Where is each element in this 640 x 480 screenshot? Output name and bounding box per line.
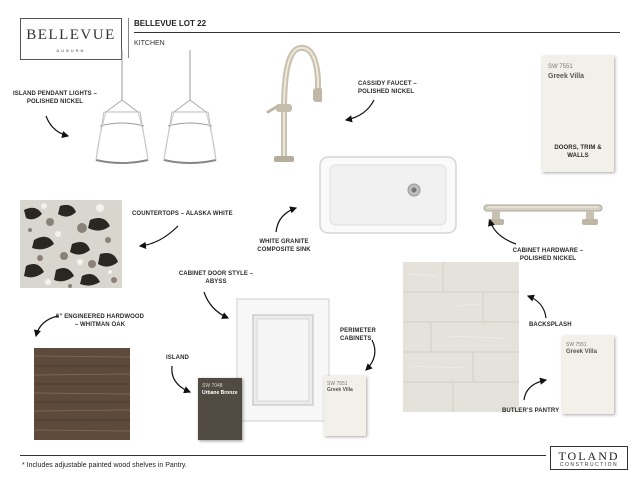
cabinet-door-style-label: CABINET DOOR STYLE – ABYSS bbox=[178, 271, 254, 285]
pendant-lights-label: ISLAND PENDANT LIGHTS – POLISHED NICKEL bbox=[13, 91, 97, 105]
faucet-arrow bbox=[346, 100, 374, 120]
island-swatch-name: Urbane Bronze bbox=[202, 390, 238, 396]
brand-subtitle: CONSTRUCTION bbox=[559, 462, 619, 468]
faucet-label: CASSIDY FAUCET – POLISHED NICKEL bbox=[358, 81, 417, 95]
sink-arrow bbox=[276, 208, 296, 232]
flooring-label: 6” ENGINEERED HARDWOOD – WHITMAN OAK bbox=[55, 314, 145, 328]
doors-trim-swatch-code: SW 7551 bbox=[548, 64, 573, 70]
countertops-label: COUNTERTOPS – ALASKA WHITE bbox=[132, 211, 233, 217]
logo-name: BELLEVUE bbox=[26, 27, 116, 43]
perimeter-swatch-name: Greek Villa bbox=[327, 387, 353, 393]
logo-subtitle: AUBURN bbox=[56, 48, 86, 53]
sink-label: WHITE GRANITE COMPOSITE SINK bbox=[257, 239, 311, 253]
cabinet-hardware-label: CABINET HARDWARE – POLISHED NICKEL bbox=[512, 248, 584, 262]
butlers-pantry-label: BUTLER’S PANTRY bbox=[502, 408, 560, 414]
page-subtitle: KITCHEN bbox=[134, 40, 165, 47]
doors-trim-swatch-name: Greek Villa bbox=[548, 73, 585, 80]
hardware-arrow bbox=[490, 220, 516, 244]
island-swatch-code: SW 7048 bbox=[202, 383, 223, 389]
pantry-arrow bbox=[524, 380, 546, 400]
perimeter-swatch-code: SW 7551 bbox=[327, 381, 348, 387]
footnote: * Includes adjustable painted wood shelves in Pantry. bbox=[22, 462, 187, 469]
pantry-swatch-name: Greek Villa bbox=[566, 349, 597, 355]
toland-logo bbox=[550, 446, 628, 470]
footer-rule bbox=[20, 455, 546, 456]
doors-trim-caption: DOORS, TRIM & WALLS bbox=[554, 145, 602, 159]
brand-name: TOLAND bbox=[558, 449, 620, 463]
pendant-arrow bbox=[46, 116, 68, 136]
page-title: BELLEVUE LOT 22 bbox=[134, 19, 207, 28]
perimeter-arrow bbox=[366, 340, 375, 370]
perimeter-label: PERIMETER CABINETS bbox=[340, 328, 376, 342]
door-style-arrow bbox=[204, 292, 228, 318]
pantry-swatch-code: SW 7551 bbox=[566, 342, 587, 348]
island-arrow bbox=[172, 366, 190, 392]
backsplash-label: BACKSPLASH bbox=[529, 322, 572, 328]
countertop-arrow bbox=[140, 226, 178, 246]
flooring-arrow bbox=[36, 316, 58, 336]
island-label: ISLAND bbox=[166, 355, 189, 361]
backsplash-arrow bbox=[528, 296, 546, 318]
